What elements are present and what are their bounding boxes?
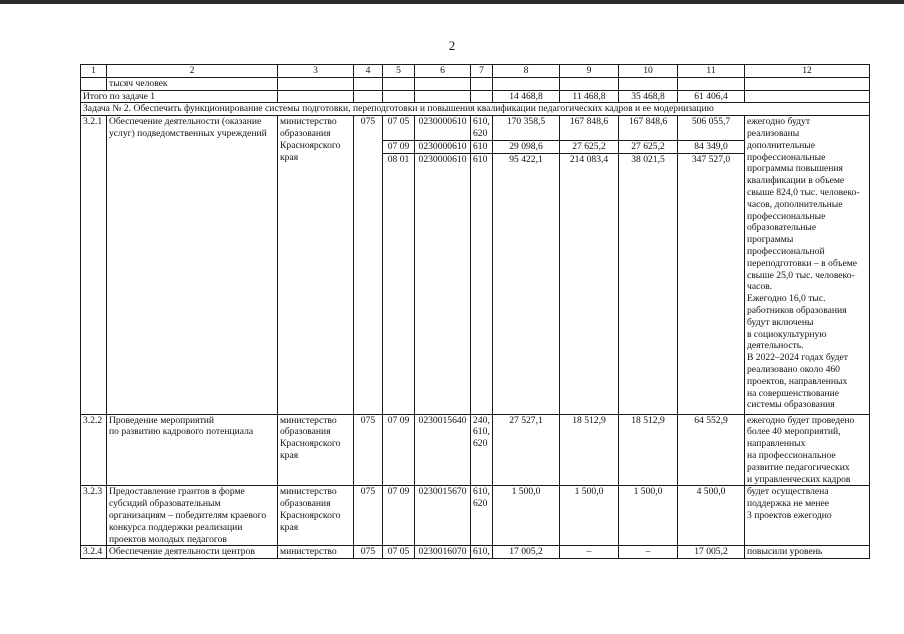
activity-name: Обеспечение деятельности центров <box>107 546 278 559</box>
header-cell: 4 <box>354 65 383 78</box>
table-row <box>81 116 870 141</box>
value-2022: 170 358,5 <box>493 116 560 141</box>
responsible-org: министерство образования Красноярского края <box>278 116 354 414</box>
responsible-org: министерство образования Красноярского края <box>278 414 354 486</box>
value-2023: 1 500,0 <box>560 486 619 546</box>
value-2023: 214 083,4 <box>560 153 619 414</box>
target-code: 0230000610 <box>415 116 471 141</box>
table-row <box>81 414 870 486</box>
value-2022: 27 527,1 <box>493 414 560 486</box>
page-number: 2 <box>448 38 456 53</box>
activity-name: Проведение мероприятий по развитию кадрового потенциала <box>107 414 278 486</box>
expected-result: повысили уровень <box>745 546 870 559</box>
target-code: 0230015670 <box>415 486 471 546</box>
expense-type: 610, <box>471 546 493 559</box>
grbs-code: 075 <box>354 414 383 486</box>
expense-type: 240, 610, 620 <box>471 414 493 486</box>
activity-name: Обеспечение деятельности (оказание услуг) подведомственных учреждений <box>107 116 278 414</box>
value-total: 17 005,2 <box>678 546 745 559</box>
value-2024: 1 500,0 <box>619 486 678 546</box>
header-cell: 1 <box>81 65 107 78</box>
value-2024: 38 021,5 <box>619 153 678 414</box>
grbs-code: 075 <box>354 546 383 559</box>
total-row <box>81 90 870 103</box>
header-cell: 2 <box>107 65 278 78</box>
row-number: 3.2.4 <box>81 546 107 559</box>
expense-type: 610, 620 <box>471 116 493 141</box>
expense-type: 610, 620 <box>471 486 493 546</box>
value-2022: 1 500,0 <box>493 486 560 546</box>
target-code: 0230016070 <box>415 546 471 559</box>
expected-result: будет осуществлена поддержка не менее 3 проектов ежегодно <box>745 486 870 546</box>
grbs-code: 075 <box>354 116 383 414</box>
header-cell: 9 <box>560 65 619 78</box>
header-row <box>81 65 870 78</box>
value-total: 84 349,0 <box>678 140 745 153</box>
activity-name: Предоставление грантов в форме субсидий образовательным организациям – победителям краевого конкурса поддержки реализации проектов молодых педагогов <box>107 486 278 546</box>
responsible-org: министерство <box>278 546 354 559</box>
responsible-org: министерство образования Красноярского края <box>278 486 354 546</box>
value-2022: 29 098,6 <box>493 140 560 153</box>
total-value: 61 406,4 <box>678 90 745 103</box>
section-code: 07 09 <box>383 414 415 486</box>
header-cell: 11 <box>678 65 745 78</box>
value-2023: 18 512,9 <box>560 414 619 486</box>
value-total: 4 500,0 <box>678 486 745 546</box>
row-number: 3.2.2 <box>81 414 107 486</box>
value-2023: 27 625,2 <box>560 140 619 153</box>
top-border <box>0 0 904 4</box>
total-value: 14 468,8 <box>493 90 560 103</box>
target-code: 0230000610 <box>415 140 471 153</box>
grbs-code: 075 <box>354 486 383 546</box>
value-2024: 18 512,9 <box>619 414 678 486</box>
value-2023: 167 848,6 <box>560 116 619 141</box>
header-cell: 8 <box>493 65 560 78</box>
section-code: 08 01 <box>383 153 415 414</box>
continuation-text: тысяч человек <box>107 77 278 90</box>
header-cell: 5 <box>383 65 415 78</box>
task-heading: Задача № 2. Обеспечить функционирование системы подготовки, переподготовки и повышения квалификации педагогических кадров и ее модернизацию <box>81 103 870 116</box>
section-code: 07 09 <box>383 486 415 546</box>
value-2024: – <box>619 546 678 559</box>
row-number: 3.2.1 <box>81 116 107 414</box>
expense-type: 610 <box>471 140 493 153</box>
section-code: 07 05 <box>383 546 415 559</box>
header-cell: 3 <box>278 65 354 78</box>
header-cell: 6 <box>415 65 471 78</box>
value-2022: 95 422,1 <box>493 153 560 414</box>
value-total: 347 527,0 <box>678 153 745 414</box>
target-code: 0230015640 <box>415 414 471 486</box>
total-label: Итого по задаче 1 <box>81 90 278 103</box>
expense-type: 610 <box>471 153 493 414</box>
expected-result: ежегодно будет проведено более 40 мероприятий, направленных на профессиональное развитие педагогических и управленческих кадров <box>745 414 870 486</box>
continuation-row <box>81 77 870 90</box>
header-cell: 7 <box>471 65 493 78</box>
value-2022: 17 005,2 <box>493 546 560 559</box>
total-value: 11 468,8 <box>560 90 619 103</box>
row-number: 3.2.3 <box>81 486 107 546</box>
value-2023: – <box>560 546 619 559</box>
value-2024: 167 848,6 <box>619 116 678 141</box>
value-total: 64 552,9 <box>678 414 745 486</box>
header-cell: 12 <box>745 65 870 78</box>
header-cell: 10 <box>619 65 678 78</box>
table-row <box>81 546 870 559</box>
value-total: 506 055,7 <box>678 116 745 141</box>
table-row <box>81 486 870 546</box>
expected-result: ежегодно будут реализованы дополнительные профессиональные программы повышения квалификации в объеме свыше 824,0 тыс. человеко- часов, дополнительные профессиональные образовательные программы профессиональной переподготовки – в объеме свыше 25,0 тыс. человеко- часов. Ежегодно 16,0 тыс. работников образования будут включены в социокультурную деятельность. В 2022–2024 годах будет реализовано около 460 проектов, направленных на совершенствование системы образования <box>745 116 870 414</box>
total-value: 35 468,8 <box>619 90 678 103</box>
program-table <box>80 64 870 559</box>
value-2024: 27 625,2 <box>619 140 678 153</box>
target-code: 0230000610 <box>415 153 471 414</box>
task-row <box>81 103 870 116</box>
section-code: 07 09 <box>383 140 415 153</box>
section-code: 07 05 <box>383 116 415 141</box>
